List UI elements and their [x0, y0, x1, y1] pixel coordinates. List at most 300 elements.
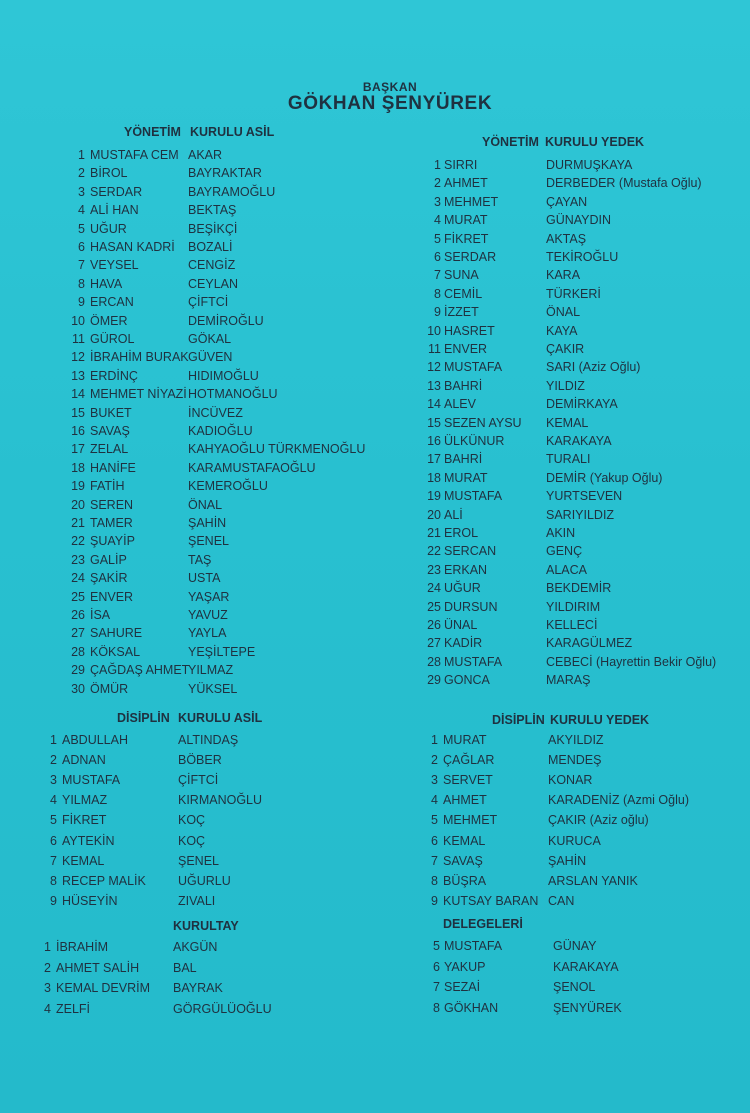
list-item — [0, 813, 750, 831]
first-name: ENVER — [90, 589, 134, 604]
last-name: KONAR — [548, 773, 593, 788]
list-item — [0, 939, 750, 957]
first-name: MUSTAFA — [444, 654, 503, 669]
last-name: CAN — [548, 893, 575, 908]
list-item — [0, 452, 750, 470]
item-number: 1 — [431, 733, 438, 747]
item-number: 29 — [427, 673, 441, 688]
item-number: 25 — [427, 599, 441, 614]
first-name: ERCAN — [90, 295, 134, 310]
item-number: 9 — [431, 893, 438, 908]
last-name: ALACA — [546, 562, 587, 577]
item-number: 3 — [78, 184, 85, 199]
first-name: AYTEKİN — [62, 833, 115, 848]
item-number: 8 — [78, 276, 85, 291]
first-name: CEMİL — [444, 286, 483, 301]
last-name: YAŞAR — [188, 589, 230, 604]
first-name: MUSTAFA — [62, 773, 121, 788]
last-name: ARSLAN YANIK — [548, 873, 638, 888]
item-number: 6 — [433, 959, 440, 974]
first-name: ALİ HAN — [90, 203, 139, 218]
first-name: HAVA — [90, 276, 123, 291]
first-name: ENVER — [444, 342, 488, 356]
item-number: 3 — [44, 981, 51, 995]
first-name: ERKAN — [444, 562, 488, 577]
first-name: MUSTAFA — [444, 939, 503, 953]
first-name: ABDULLAH — [62, 733, 128, 747]
first-name: GÖKHAN — [444, 1000, 499, 1015]
first-name: KUTSAY BARAN — [443, 893, 539, 908]
item-number: 5 — [50, 813, 57, 828]
list-item — [0, 434, 750, 452]
first-name: ERDİNÇ — [90, 368, 138, 383]
first-name: YAKUP — [444, 959, 486, 974]
last-name: TEKİROĞLU — [546, 250, 619, 264]
last-name: KAHYAOĞLU TÜRKMENOĞLU — [188, 442, 366, 457]
first-name: İBRAHİM — [56, 940, 109, 954]
item-number: 12 — [71, 350, 85, 365]
section-subheading: KURULU YEDEK — [550, 713, 650, 727]
last-name: BOZALİ — [188, 240, 233, 254]
first-name: SERCAN — [444, 544, 497, 559]
last-name: YÜKSEL — [188, 681, 238, 696]
first-name: İBRAHİM BURAK — [90, 350, 189, 365]
list-item — [0, 324, 750, 342]
last-name: TAŞ — [188, 552, 212, 567]
list-item — [0, 379, 750, 397]
first-name: UĞUR — [444, 581, 481, 596]
last-name: KARAKAYA — [546, 434, 612, 448]
first-name: BÜŞRA — [443, 873, 487, 888]
item-number: 7 — [78, 258, 85, 273]
first-name: VEYSEL — [90, 258, 139, 273]
last-name: YAYLA — [188, 626, 227, 641]
last-name: UĞURLU — [178, 873, 231, 888]
list-item — [0, 195, 750, 213]
section-heading: YÖNETİM — [124, 125, 181, 139]
last-name: MENDEŞ — [548, 753, 602, 768]
first-name: ÜNAL — [444, 618, 478, 632]
last-name: BAYRAKTAR — [188, 166, 262, 181]
item-number: 25 — [71, 589, 85, 604]
item-number: 2 — [50, 753, 57, 768]
item-number: 9 — [434, 305, 441, 320]
item-number: 8 — [431, 873, 438, 888]
item-number: 23 — [71, 552, 85, 567]
list-item — [0, 773, 750, 791]
first-name: SERDAR — [444, 250, 497, 264]
item-number: 29 — [71, 663, 85, 678]
president-label: BAŞKAN — [362, 80, 418, 94]
last-name: AKAR — [188, 148, 223, 162]
first-name: ALEV — [444, 397, 476, 412]
first-name: MUSTAFA — [444, 360, 503, 375]
last-name: BAL — [173, 960, 197, 975]
last-name: ALTINDAŞ — [178, 733, 239, 747]
first-name: BAHRİ — [444, 378, 483, 393]
last-name: BÖBER — [178, 753, 222, 768]
list-item — [0, 250, 750, 268]
last-name: ÇİFTCİ — [188, 295, 229, 310]
last-name: DERBEDER (Mustafa Oğlu) — [546, 176, 702, 191]
last-name: ŞENOL — [553, 980, 596, 994]
last-name: TÜRKERİ — [546, 286, 601, 301]
last-name: GÜNAYDIN — [546, 213, 612, 228]
first-name: RECEP MALİK — [62, 873, 146, 888]
item-number: 9 — [78, 295, 85, 310]
last-name: TURALI — [546, 452, 591, 467]
last-name: GÖKAL — [188, 332, 232, 346]
first-name: MEHMET — [443, 813, 498, 828]
item-number: 15 — [427, 415, 441, 430]
first-name: SERDAR — [90, 184, 143, 199]
item-number: 8 — [433, 1000, 440, 1015]
last-name: KELLECİ — [546, 618, 598, 632]
first-name: SAVAŞ — [90, 424, 130, 438]
last-name: DEMİROĞLU — [188, 313, 264, 328]
first-name: SEREN — [90, 497, 134, 512]
first-name: FATİH — [90, 479, 125, 494]
item-number: 27 — [71, 626, 85, 641]
list-item — [0, 581, 750, 599]
item-number: 17 — [71, 442, 85, 457]
first-name: ÖMER — [90, 313, 128, 328]
list-item — [0, 655, 750, 673]
item-number: 5 — [434, 231, 441, 246]
item-number: 11 — [428, 342, 441, 356]
item-number: 8 — [434, 286, 441, 301]
last-name: ŞENEL — [188, 534, 229, 549]
first-name: ÖMÜR — [90, 681, 129, 696]
last-name: ÇAYAN — [546, 194, 588, 209]
item-number: 4 — [434, 213, 441, 228]
item-number: 7 — [50, 853, 57, 868]
item-number: 12 — [427, 360, 441, 375]
first-name: GÜROL — [90, 332, 135, 346]
last-name: ŞENEL — [178, 853, 219, 868]
last-name: SARI (Aziz Oğlu) — [546, 360, 641, 375]
last-name: ŞAHİN — [188, 516, 227, 530]
last-name: CEBECİ (Hayrettin Bekir Oğlu) — [546, 654, 717, 669]
first-name: ADNAN — [62, 753, 106, 768]
first-name: HASAN KADRİ — [90, 240, 175, 254]
last-name: AKGÜN — [173, 940, 218, 954]
first-name: MURAT — [443, 733, 487, 747]
last-name: DEMİRKAYA — [546, 397, 618, 412]
item-number: 19 — [427, 489, 441, 504]
first-name: ALİ — [444, 507, 463, 522]
item-number: 21 — [71, 516, 85, 530]
last-name: KADIOĞLU — [188, 424, 253, 438]
item-number: 10 — [427, 323, 441, 338]
last-name: İNCÜVEZ — [188, 405, 243, 420]
section-subheading: KURULU ASİL — [190, 125, 275, 139]
list-item — [0, 753, 750, 771]
item-number: 6 — [434, 250, 441, 264]
last-name: ÇAKIR (Aziz oğlu) — [548, 813, 649, 828]
first-name: ZELAL — [90, 442, 129, 457]
first-name: KÖKSAL — [90, 644, 141, 659]
last-name: ZIVALI — [178, 893, 216, 908]
list-item — [0, 508, 750, 526]
list-item — [0, 834, 750, 852]
last-name: AKTAŞ — [546, 231, 587, 246]
first-name: AHMET — [443, 793, 487, 808]
first-name: BİROL — [90, 166, 128, 181]
list-item — [0, 397, 750, 415]
list-item — [0, 600, 750, 618]
list-item — [0, 1001, 750, 1019]
item-number: 9 — [50, 893, 57, 908]
first-name: İSA — [90, 608, 111, 622]
first-name: ŞUAYİP — [90, 534, 135, 549]
last-name: BEŞİKÇİ — [188, 221, 238, 236]
last-name: KIRMANOĞLU — [178, 793, 263, 808]
last-name: KEMAL — [546, 415, 589, 430]
item-number: 18 — [71, 460, 85, 475]
list-item — [0, 287, 750, 305]
item-number: 24 — [427, 581, 441, 596]
list-item — [0, 213, 750, 231]
list-item — [0, 342, 750, 360]
last-name: BAYRAK — [173, 981, 223, 995]
first-name: DURSUN — [444, 599, 498, 614]
first-name: MUSTAFA — [444, 489, 503, 504]
item-number: 20 — [427, 507, 441, 522]
item-number: 14 — [71, 387, 85, 402]
list-item — [0, 980, 750, 998]
last-name: KARAKAYA — [553, 959, 619, 974]
last-name: KURUCA — [548, 833, 601, 848]
last-name: YILDIZ — [546, 378, 585, 393]
first-name: BUKET — [90, 405, 132, 420]
item-number: 4 — [78, 203, 85, 218]
last-name: SARIYILDIZ — [546, 507, 615, 522]
list-item — [0, 544, 750, 562]
item-number: 22 — [427, 544, 441, 559]
item-number: 1 — [434, 158, 441, 172]
first-name: GALİP — [90, 552, 127, 567]
first-name: BAHRİ — [444, 452, 483, 467]
item-number: 2 — [78, 166, 85, 181]
item-number: 1 — [44, 940, 51, 954]
first-name: KEMAL DEVRİM — [56, 981, 151, 995]
last-name: KAYA — [546, 323, 578, 338]
item-number: 22 — [71, 534, 85, 549]
item-number: 30 — [71, 681, 85, 696]
first-name: GONCA — [444, 673, 490, 688]
item-number: 28 — [71, 644, 85, 659]
item-number: 7 — [433, 980, 440, 994]
last-name: KARADENİZ (Azmi Oğlu) — [548, 793, 689, 808]
list-item — [0, 793, 750, 811]
item-number: 2 — [44, 960, 51, 975]
item-number: 5 — [433, 939, 440, 953]
first-name: ZELFİ — [56, 1001, 91, 1016]
item-number: 3 — [431, 773, 438, 788]
item-number: 3 — [50, 773, 57, 788]
section-heading: DELEGELERİ — [443, 917, 523, 931]
last-name: YILMAZ — [188, 663, 234, 678]
item-number: 13 — [71, 368, 85, 383]
list-item — [0, 305, 750, 323]
first-name: FİKRET — [62, 813, 107, 828]
last-name: AKYILDIZ — [548, 733, 604, 747]
list-item — [0, 416, 750, 434]
first-name: KADİR — [444, 636, 483, 651]
first-name: ÜLKÜNUR — [444, 434, 505, 448]
list-item — [0, 176, 750, 194]
item-number: 5 — [431, 813, 438, 828]
list-item — [0, 673, 750, 691]
list-item — [0, 960, 750, 978]
last-name: HIDIMOĞLU — [188, 368, 259, 383]
list-item — [0, 158, 750, 176]
last-name: BAYRAMOĞLU — [188, 184, 276, 199]
last-name: KARAMUSTAFAOĞLU — [188, 460, 316, 475]
list-item — [0, 526, 750, 544]
last-name: KOÇ — [178, 833, 206, 848]
list-item — [0, 854, 750, 872]
last-name: AKIN — [546, 526, 576, 540]
first-name: ÇAĞDAŞ AHMET — [90, 663, 190, 678]
first-name: MUSTAFA CEM — [90, 148, 179, 162]
item-number: 24 — [71, 571, 85, 586]
last-name: MARAŞ — [546, 673, 591, 688]
section-subheading: KURULTAY — [173, 919, 239, 933]
first-name: SAVAŞ — [443, 853, 483, 868]
item-number: 13 — [427, 378, 441, 393]
item-number: 14 — [427, 397, 441, 412]
item-number: 1 — [50, 733, 57, 747]
first-name: SEZAİ — [444, 980, 481, 994]
last-name: KEMEROĞLU — [188, 479, 268, 494]
item-number: 2 — [434, 176, 441, 191]
item-number: 6 — [78, 240, 85, 254]
first-name: ÇAĞLAR — [443, 753, 495, 768]
item-number: 4 — [50, 793, 57, 808]
first-name: EROL — [444, 526, 479, 540]
last-name: ÇİFTCİ — [178, 773, 219, 788]
item-number: 23 — [427, 562, 441, 577]
item-number: 16 — [71, 424, 85, 438]
last-name: YURTSEVEN — [546, 489, 623, 504]
item-number: 15 — [71, 405, 85, 420]
item-number: 7 — [434, 268, 441, 283]
item-number: 1 — [78, 148, 85, 162]
first-name: HÜSEYİN — [62, 893, 118, 908]
last-name: ŞAHİN — [548, 853, 587, 868]
item-number: 27 — [427, 636, 441, 651]
item-number: 17 — [427, 452, 441, 467]
item-number: 28 — [427, 654, 441, 669]
section-heading: DİSİPLİN — [117, 711, 170, 725]
last-name: DEMİR (Yakup Oğlu) — [546, 470, 663, 485]
section-heading: DİSİPLİN — [492, 713, 545, 727]
item-number: 21 — [427, 526, 441, 540]
first-name: KEMAL — [443, 833, 486, 848]
section-subheading: KURULU ASİL — [178, 711, 263, 725]
last-name: YEŞİLTEPE — [188, 644, 256, 659]
first-name: İZZET — [444, 305, 479, 320]
item-number: 2 — [431, 753, 438, 768]
last-name: KOÇ — [178, 813, 206, 828]
last-name: CEYLAN — [188, 276, 239, 291]
item-number: 7 — [431, 853, 438, 868]
last-name: KARAGÜLMEZ — [546, 636, 633, 651]
item-number: 16 — [427, 434, 441, 448]
first-name: UĞUR — [90, 221, 127, 236]
last-name: ÖNAL — [546, 305, 581, 320]
first-name: SAHURE — [90, 626, 143, 641]
first-name: MEHMET NİYAZİ — [90, 387, 187, 402]
last-name: GENÇ — [546, 544, 583, 559]
first-name: ŞAKİR — [90, 571, 128, 586]
first-name: AHMET SALİH — [56, 960, 140, 975]
item-number: 26 — [71, 608, 85, 622]
last-name: HOTMANOĞLU — [188, 387, 278, 402]
first-name: FİKRET — [444, 231, 489, 246]
list-item — [0, 268, 750, 286]
list-item — [0, 489, 750, 507]
first-name: HASRET — [444, 323, 495, 338]
item-number: 6 — [50, 833, 57, 848]
first-name: YILMAZ — [62, 793, 108, 808]
first-name: AHMET — [444, 176, 488, 191]
first-name: MURAT — [444, 470, 488, 485]
last-name: USTA — [188, 571, 221, 586]
section-subheading: KURULU YEDEK — [545, 135, 645, 149]
first-name: SUNA — [444, 268, 479, 283]
last-name: ÖNAL — [188, 497, 223, 512]
item-number: 8 — [50, 873, 57, 888]
first-name: MEHMET — [444, 194, 499, 209]
first-name: SERVET — [443, 773, 493, 788]
last-name: KARA — [546, 268, 581, 283]
last-name: YAVUZ — [188, 608, 228, 622]
item-number: 20 — [71, 497, 85, 512]
last-name: BEKDEMİR — [546, 581, 612, 596]
list-item — [0, 636, 750, 654]
list-item — [0, 360, 750, 378]
item-number: 18 — [427, 470, 441, 485]
list-item — [0, 471, 750, 489]
list-item — [0, 733, 750, 751]
list-item — [0, 874, 750, 892]
last-name: ÇAKIR — [546, 342, 585, 356]
last-name: GÜNAY — [553, 939, 597, 953]
item-number: 4 — [431, 793, 438, 808]
item-number: 5 — [78, 221, 85, 236]
item-number: 3 — [434, 194, 441, 209]
first-name: MURAT — [444, 213, 488, 228]
item-number: 6 — [431, 833, 438, 848]
item-number: 4 — [44, 1001, 51, 1016]
item-number: 10 — [71, 313, 85, 328]
president-name: GÖKHAN ŞENYÜREK — [287, 93, 493, 114]
list-item — [0, 563, 750, 581]
last-name: BEKTAŞ — [188, 203, 237, 218]
section-heading: YÖNETİM — [482, 135, 539, 149]
last-name: GÖRGÜLÜOĞLU — [173, 1001, 272, 1016]
last-name: GÜVEN — [188, 350, 233, 365]
list-item — [0, 618, 750, 636]
item-number: 11 — [72, 332, 85, 346]
last-name: DURMUŞKAYA — [546, 158, 633, 172]
item-number: 26 — [427, 618, 441, 632]
last-name: CENGİZ — [188, 258, 236, 273]
last-name: YILDIRIM — [546, 599, 601, 614]
